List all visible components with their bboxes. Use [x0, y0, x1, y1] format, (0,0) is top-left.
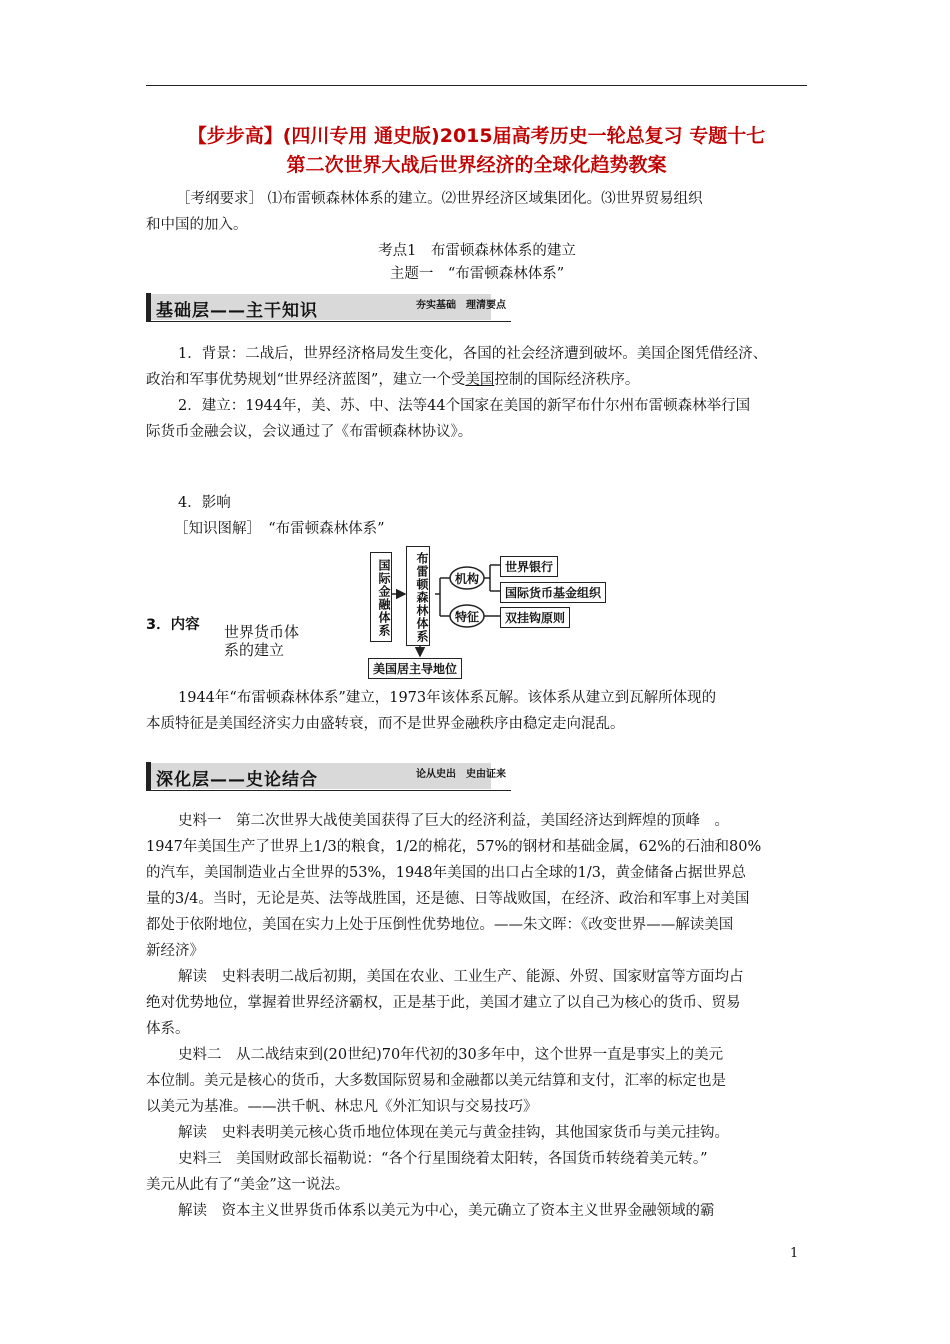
- source1-line4: 量的3/4。当时，无论是英、法等战胜国，还是德、日等战败国，在经济、政治和军事上对美国: [146, 891, 750, 907]
- source1-line2: 1947年美国生产了世界上1/3的粮食，1/2的棉花，57%的钢材和基础金属，62%的石油和80%: [146, 839, 762, 855]
- side-note-line1: 世界货币体: [224, 623, 300, 641]
- summary-line1: 1944年“布雷顿森林体系”建立，1973年该体系瓦解。该体系从建立到瓦解所体现的: [178, 690, 717, 706]
- theme-heading: 主题一 “布雷顿森林体系”: [389, 266, 565, 282]
- summary-line2: 本质特征是美国经济实力由盛转衰，而不是世界金融秩序由稳定走向混乱。: [146, 716, 625, 732]
- source1-line1: 史料一 第二次世界大战使美国获得了巨大的经济利益，美国经济达到辉煌的顶峰 。: [178, 813, 729, 829]
- reading1-line2: 绝对优势地位，掌握着世界经济霸权，正是基于此，美国才建立了以自己为核心的货币、贸易: [146, 995, 741, 1011]
- reading1-line1: 解读 史料表明二战后初期，美国在农业、工业生产、能源、外贸、国家财富等方面均占: [178, 969, 744, 985]
- background-line1: 1．背景：二战后，世界经济格局发生变化，各国的社会经济遭到破坏。美国企图凭借经济、: [178, 346, 768, 362]
- content-item: 3．内容: [146, 617, 200, 633]
- content-side-note: [224, 623, 299, 659]
- box-world-bank: 世界银行: [500, 556, 558, 577]
- establish-line2: 际货币金融会议，会议通过了《布雷顿森林协议》。: [146, 424, 473, 440]
- background-text-a: 政治和军事优势规划“世界经济蓝图”，建立一个受: [146, 372, 466, 388]
- requirements-line1: [146, 186, 808, 212]
- layer-header-deep: [146, 762, 506, 791]
- source2-line2: 本位制。美元是核心的货币，大多数国际贸易和金融都以美元结算和支付，汇率的标定也是: [146, 1073, 726, 1089]
- knowledge-diagram: [360, 544, 620, 684]
- layer-subtitle: 夯实基础 理清要点: [416, 300, 506, 311]
- diagram-label: ［知识图解］ “布雷顿森林体系”: [174, 521, 385, 537]
- page-number: 1: [790, 1246, 799, 1261]
- background-line2: [146, 367, 808, 393]
- kaodian-heading: 考点1 布雷顿森林体系的建立: [378, 243, 576, 259]
- side-note-line2: 系的建立: [224, 641, 285, 659]
- source2-line3: 以美元为基准。——洪千帆、林忠凡《外汇知识与交易技巧》: [146, 1099, 538, 1115]
- box-international-finance: 国际金融体系: [370, 552, 392, 642]
- source2-line1: 史料二 从二战结束到(20世纪)70年代初的30多年中，这个世界一直是事实上的美元: [178, 1047, 724, 1063]
- box-imf: 国际货币基金组织: [500, 582, 606, 603]
- top-rule: [146, 85, 807, 86]
- source1-line6: 新经济》: [146, 943, 204, 959]
- source1-line3: 的汽车，美国制造业占全世界的53%，1948年美国的出口占全球的1/3，黄金储备占据世界总: [146, 865, 746, 881]
- layer-title: 深化层——史论结合: [156, 770, 318, 790]
- background-text-b: 控制的国际经济秩序。: [494, 372, 640, 388]
- layer-header-basic: [146, 293, 506, 322]
- box-dual-peg: 双挂钩原则: [500, 607, 570, 628]
- box-us-dominance: 美国居主导地位: [368, 658, 462, 679]
- box-bretton-woods: 布雷顿森林体系: [406, 546, 430, 646]
- requirements-line2: 和中国的加入。: [146, 217, 248, 233]
- reading3-line1: 解读 资本主义世界货币体系以美元为中心，美元确立了资本主义世界金融领域的霸: [178, 1203, 715, 1219]
- layer-underline: [151, 321, 511, 322]
- source1-line5: 都处于依附地位，美国在实力上处于压倒性优势地位。——朱文晖：《改变世界——解读美国: [146, 917, 734, 933]
- layer-underline: [151, 790, 511, 791]
- requirements-text: ⑴布雷顿森林体系的建立。⑵世界经济区域集团化。⑶世界贸易组织: [263, 191, 703, 207]
- impact-item: 4．影响: [178, 495, 231, 511]
- layer-title: 基础层——主干知识: [156, 301, 318, 321]
- reading1-line3: 体系。: [146, 1021, 190, 1037]
- source3-line2: 美元从此有了“美金”这一说法。: [146, 1177, 350, 1193]
- source3-line1: 史料三 美国财政部长福勒说：“各个行星围绕着太阳转，各国货币转绕着美元转。”: [178, 1151, 708, 1167]
- doc-title-line1: 【步步高】(四川专用 通史版)2015届高考历史一轮总复习 专题十七: [187, 125, 766, 147]
- doc-title-line2: 第二次世界大战后世界经济的全球化趋势教案: [286, 154, 667, 176]
- oval-institution-label: 机构: [454, 572, 479, 586]
- oval-feature-label: 特征: [454, 610, 479, 624]
- reading2-line1: 解读 史料表明美元核心货币地位体现在美元与黄金挂钩，其他国家货币与美元挂钩。: [178, 1125, 729, 1141]
- requirements-label: ［考纲要求］: [176, 191, 263, 207]
- background-underlined: 美国: [465, 372, 495, 388]
- establish-line1: 2．建立：1944年，美、苏、中、法等44个国家在美国的新罕布什尔州布雷顿森林举行国: [178, 398, 751, 414]
- layer-subtitle: 论从史出 史由证来: [416, 769, 506, 780]
